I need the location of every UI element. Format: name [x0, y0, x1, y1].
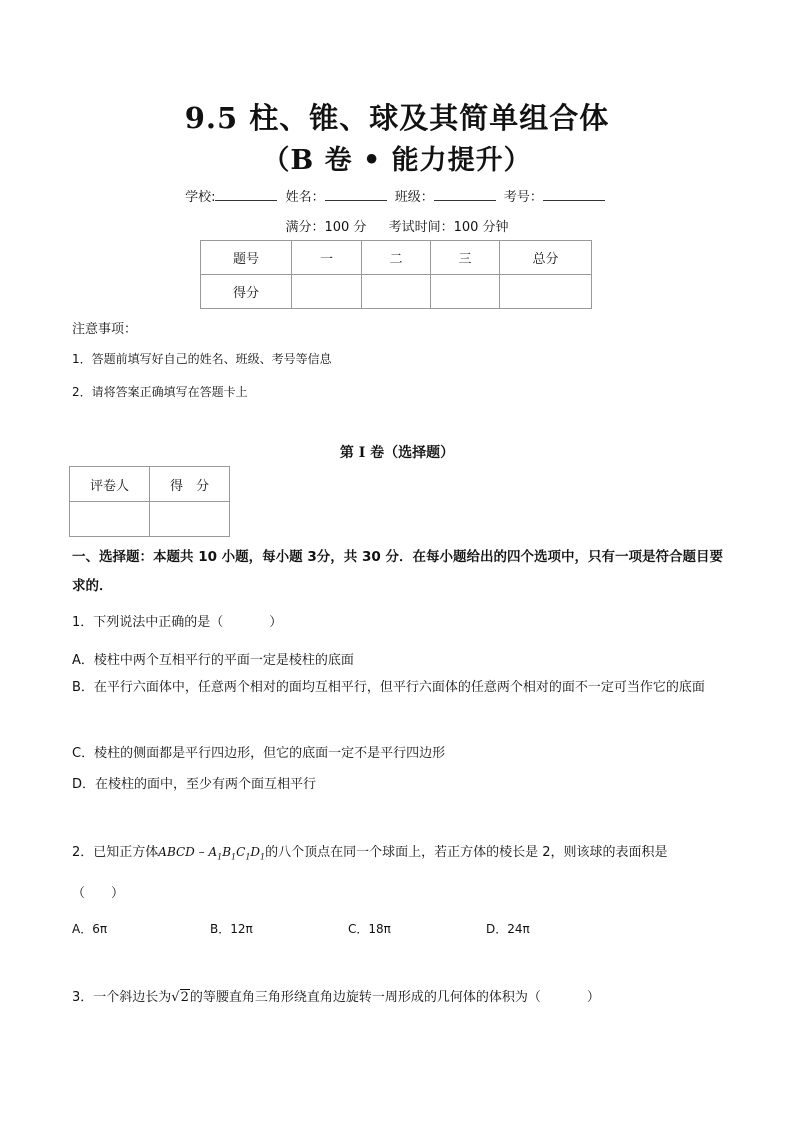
- score-header-cell: 一: [292, 241, 362, 275]
- grader-header-cell: 得 分: [150, 467, 230, 502]
- score-table-score-row: [201, 275, 592, 309]
- name-blank[interactable]: [325, 188, 387, 201]
- score-cell[interactable]: [431, 275, 500, 309]
- score-cell[interactable]: [500, 275, 592, 309]
- number-label: 考号：: [503, 190, 543, 205]
- note-item: 2．请将答案正确填写在答题卡上: [72, 385, 248, 399]
- question-2-text-b: 的八个顶点在同一个球面上，若正方体的棱长是 2，则该球的表面积是: [265, 845, 668, 860]
- sqrt-expression: √2: [171, 990, 189, 1005]
- question-2-option-b: B．12π: [210, 922, 253, 936]
- score-table-header-row: [201, 241, 592, 275]
- part-title: 第 I 卷（选择题）: [339, 445, 455, 461]
- section-heading: 一、选择题：本题共 10 小题，每小题 3分，共 30 分．在每小题给出的四个选项中，只有一项是符合题目要求的．: [72, 549, 723, 594]
- question-2-text-a: 2．已知正方体: [72, 845, 159, 860]
- question-2-option-d: D．24π: [486, 922, 530, 936]
- question-2-stem: [72, 841, 668, 861]
- question-3-stem: [72, 986, 600, 1005]
- score-header-cell: 二: [362, 241, 431, 275]
- question-1-stem: [72, 611, 282, 630]
- school-blank[interactable]: [215, 188, 277, 201]
- student-info-line: [0, 186, 794, 205]
- full-score: 满分：100 分: [285, 220, 367, 235]
- page-title: 9.5 柱、锥、球及其简单组合体: [184, 101, 610, 135]
- score-header-cell: 题号: [201, 241, 292, 275]
- score-header-cell: 三: [431, 241, 500, 275]
- cube-notation: ABCD – $A_1B_1C_1D_1$: [158, 845, 266, 862]
- question-2-option-c: C．18π: [348, 922, 391, 936]
- score-header-cell: 总分: [500, 241, 592, 275]
- question-2-option-a: A．6π: [72, 922, 108, 936]
- class-blank[interactable]: [434, 188, 496, 201]
- notes-heading: 注意事项：: [72, 322, 138, 337]
- number-blank[interactable]: [543, 188, 605, 201]
- note-item: 1．答题前填写好自己的姓名、班级、考号等信息: [72, 352, 332, 366]
- question-1-option-d: D．在棱柱的面中，至少有两个面互相平行: [72, 777, 317, 792]
- grader-cell[interactable]: [150, 502, 230, 537]
- answer-paren[interactable]: （ ）: [72, 886, 125, 901]
- grader-cell[interactable]: [70, 502, 150, 537]
- paren-close: ）: [586, 990, 600, 1005]
- paren-close: ）: [269, 615, 283, 630]
- question-1-option-c: C．棱柱的侧面都是平行四边形，但它的底面一定不是平行四边形: [72, 746, 446, 761]
- grader-table: [69, 466, 230, 537]
- score-cell[interactable]: [292, 275, 362, 309]
- exam-meta: [0, 216, 794, 235]
- question-1-text: 1．下列说法中正确的是（: [72, 615, 224, 630]
- school-label: 学校:: [185, 190, 216, 205]
- score-row-label: 得分: [201, 275, 292, 309]
- score-table: [200, 240, 592, 309]
- grader-header-cell: 评卷人: [70, 467, 150, 502]
- question-1-option-a: A．棱柱中两个互相平行的平面一定是棱柱的底面: [72, 653, 354, 668]
- name-label: 姓名：: [285, 190, 325, 205]
- class-label: 班级：: [394, 190, 434, 205]
- score-cell[interactable]: [362, 275, 431, 309]
- page-subtitle: （B 卷 • 能力提升）: [262, 145, 532, 176]
- question-1-option-b: B．在平行六面体中，任意两个相对的面均互相平行，但平行六面体的任意两个相对的面不一定可当作它的底面: [72, 680, 705, 695]
- question-3-text-a: 3．一个斜边长为: [72, 990, 172, 1005]
- question-3-text-b: 的等腰直角三角形绕直角边旋转一周形成的几何体的体积为（: [189, 990, 541, 1005]
- exam-time: 考试时间：100 分钟: [388, 220, 509, 235]
